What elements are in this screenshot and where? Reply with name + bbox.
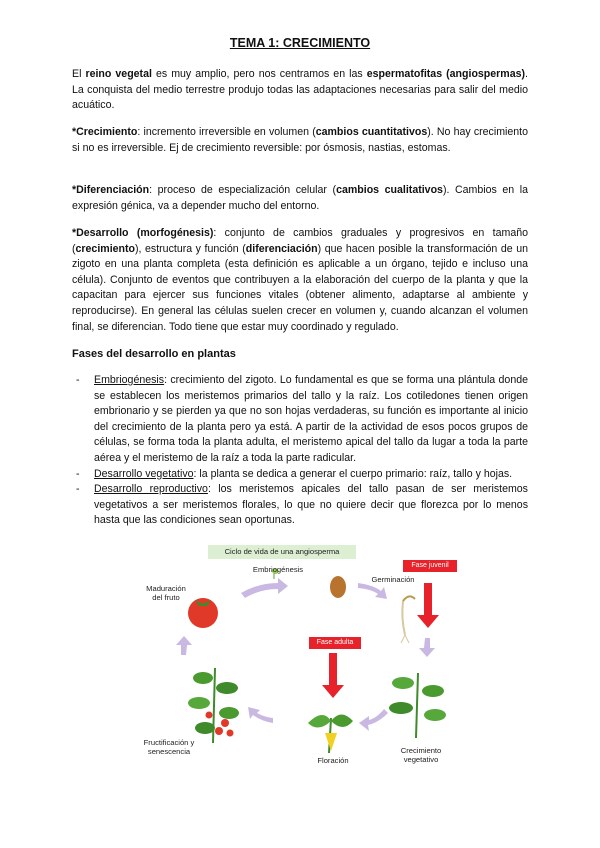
fruiting-plant-icon (188, 668, 239, 743)
diferenciacion-bold: cambios cualitativos (336, 184, 443, 196)
desarrollo-text-2: ), estructura y función ( (135, 242, 246, 255)
desarrollo-text-1: : conjunto de cambios graduales y progresivos en tamaño ( (72, 227, 528, 255)
bullet-term: Embriogénesis (94, 374, 165, 386)
bullet-dash: - (76, 467, 80, 480)
crecimiento-paragraph (72, 125, 528, 156)
intro-paragraph (72, 67, 528, 114)
tomato-icon (188, 598, 218, 628)
diferenciacion-term: *Diferenciación (72, 184, 150, 196)
seed-icon (330, 576, 346, 598)
label-maduracion-line2: del fruto (152, 593, 180, 602)
red-arrow-juvenil (417, 583, 439, 628)
bullet-term: Desarrollo vegetativo (94, 467, 194, 480)
crecimiento-bold: cambios cuantitativos (315, 126, 428, 138)
diferenciacion-text-2: ). Cambios en la expresión génica, va a depender mucho del entorno. (72, 184, 528, 212)
bullet-dash: - (76, 374, 80, 386)
bullet-term: Desarrollo reproductivo (94, 483, 208, 496)
crecimiento-term: *Crecimiento (72, 126, 138, 138)
label-crecimiento-line1: Crecimiento (400, 746, 442, 755)
list-item (72, 482, 528, 529)
label-fructificacion (133, 738, 205, 756)
desarrollo-bold-1: crecimiento (75, 242, 135, 255)
arrow-germ (358, 583, 387, 599)
page-title: TEMA 1: CRECIMIENTO (229, 36, 371, 50)
crecimiento-text-1: : incremento irreversible en volumen ( (137, 126, 316, 138)
list-item (72, 373, 528, 467)
label-embriogenesis: Embriogénesis (252, 565, 304, 574)
crecimiento-text-2: ). No hay crecimiento si no es irreversible. Ej de crecimiento reversible: por ósmosis, nastias, estomas. (72, 126, 529, 154)
label-germinacion: Germinación (371, 575, 415, 584)
flower-icon (308, 715, 353, 754)
label-fructificacion-line1: Fructificación y (143, 738, 195, 747)
fase-juvenil-badge: Fase juvenil (403, 560, 457, 572)
bullet-text: : los meristemos apicales del tallo pasan de ser meristemos vegetativos a ser meristemos florales, lo que no quiere decir que florezca por lo menos hasta que las condiciones sean oportunas. (94, 483, 528, 527)
intro-bold-2: espermatofitas (angiospermas) (366, 68, 526, 80)
intro-text-3: . La conquista del medio terrestre produjo todas las adaptaciones necesarias para salir del medio acuático. (72, 68, 528, 112)
intro-text-2: es muy amplio, pero nos centramos en las (151, 68, 367, 80)
desarrollo-paragraph (72, 226, 528, 335)
arrow-embrio (241, 578, 288, 598)
label-maduracion-line1: Maduración (146, 584, 186, 593)
bullet-text: : crecimiento del zigoto. Lo fundamental es que se forma una plántula donde se establecen los meristemos primarios del tallo y la raíz. Los cotiledones tienen origen embrionario y se pierden ya que no son hojas verdaderas, su función es importante al inicio del crecimiento de la planta pero ya está. A partir de la actividad de esos pocos grupos de células, se forma toda la planta adulta, el meristemo apical del tallo da lugar a toda la parte aérea y el meristemo de la raíz a toda la parte radicular. (94, 374, 528, 464)
life-cycle-diagram (133, 543, 466, 773)
list-item (72, 467, 528, 483)
fases-list (72, 373, 528, 529)
fases-heading: Fases del desarrollo en plantas (72, 348, 236, 360)
label-fructificacion-line2: senescencia (147, 747, 191, 756)
label-floracion: Floración (317, 756, 349, 765)
arrow-bottom-right (359, 709, 388, 731)
bullet-dash: - (76, 483, 80, 496)
fase-adulta-badge: Fase adulta (309, 637, 361, 649)
label-crecimiento-line2: vegetativo (403, 755, 439, 764)
desarrollo-text-3: ) que hacen posible la transformación de un zigoto en una planta completa (esta definición es aplicable a un órgano, tejido e incluso una célula). Conjunto de eventos que contribuyen a la elaboración del cuerpo de la planta y que la capacitan para ejercer sus funciones vitales (obtener alimento, adaptarse al ambiente y reproducirse). En general las células suelen crecer en volumen y, cuando alcanzan el volumen final, se diferencian. Todo tiene que estar muy coordinado y regulado. (72, 242, 528, 333)
diagram-title: Ciclo de vida de una angiosperma (208, 545, 356, 559)
label-maduracion (135, 584, 197, 602)
label-crecimiento (391, 746, 451, 764)
vegetative-plant-icon (389, 673, 446, 738)
bullet-text: : la planta se dedica a generar el cuerpo primario: raíz, tallo y hojas. (193, 467, 513, 480)
diferenciacion-paragraph (72, 183, 528, 214)
desarrollo-term: *Desarrollo (morfogénesis) (72, 227, 214, 239)
diferenciacion-text-1: : proceso de especialización celular ( (149, 184, 337, 196)
intro-text-1: El (72, 68, 86, 80)
intro-bold-1: reino vegetal (85, 68, 152, 80)
arrow-bottom-left (248, 707, 273, 723)
red-arrow-adulta (322, 653, 344, 698)
arrow-left-up (176, 636, 192, 655)
arrow-right-down (419, 638, 435, 657)
desarrollo-bold-2: diferenciación (245, 242, 318, 255)
seedling-icon (401, 596, 415, 643)
